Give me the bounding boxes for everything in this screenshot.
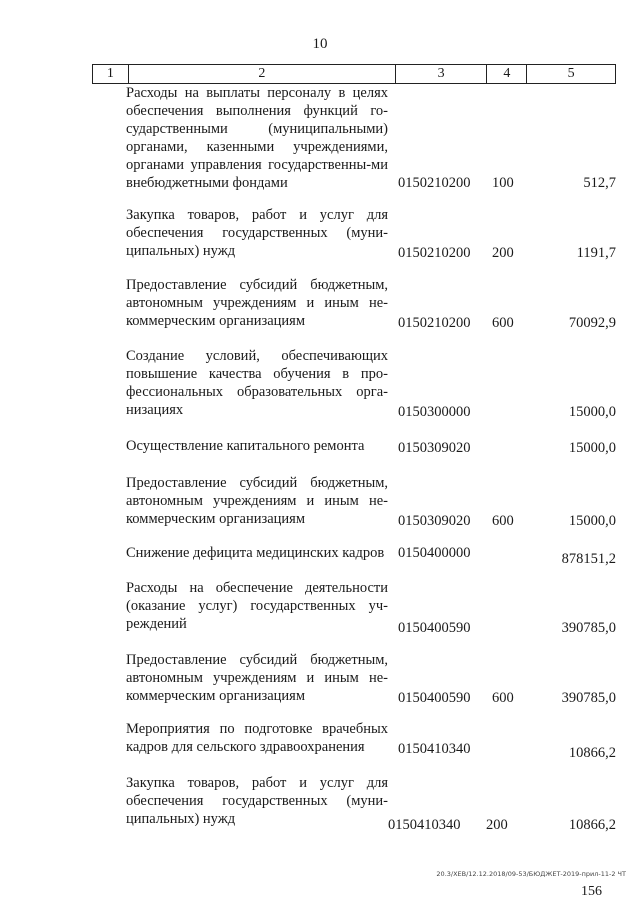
- row-code: 0150210200: [398, 315, 471, 331]
- row-amount: 10866,2: [568, 745, 616, 761]
- table-row: [126, 206, 616, 260]
- header-col-5: 5: [567, 66, 575, 81]
- row-amount: 512,7: [583, 175, 616, 191]
- table-row: [126, 651, 616, 705]
- table-row: [126, 774, 616, 833]
- row-code: 0150210200: [398, 175, 471, 191]
- row-code: 0150210200: [398, 245, 471, 261]
- row-expense-type: 200: [492, 245, 514, 261]
- row-amount: 878151,2: [561, 551, 616, 567]
- row-code: 0150410340: [388, 817, 461, 833]
- row-description: Мероприятия по подготовке врачебных кадров для сельского здравоохранения: [126, 721, 388, 755]
- row-code: 0150309020: [398, 513, 471, 529]
- table-row: [126, 544, 616, 567]
- table-row: [126, 84, 616, 192]
- table-row: [126, 579, 616, 636]
- row-description: Создание условий, обеспечивающих повышение качества обучения в про-фессиональных образовательных орга-низациях: [126, 348, 388, 418]
- row-expense-type: 200: [486, 817, 508, 833]
- row-description: Расходы на обеспечение деятельности (оказание услуг) государственных уч-реждений: [126, 580, 388, 632]
- row-code: 0150400000: [398, 545, 471, 561]
- row-amount: 390785,0: [561, 690, 616, 706]
- row-description: Предоставление субсидий бюджетным, автономным учреждениям и иным не-коммерческим организациям: [126, 652, 388, 704]
- row-amount: 15000,0: [568, 404, 616, 420]
- row-amount: 15000,0: [568, 440, 616, 456]
- row-code: 0150300000: [398, 404, 471, 420]
- row-expense-type: 600: [492, 315, 514, 331]
- document-reference: 20.3/ХЕВ/12.12.2018/09-53/БЮДЖЕТ-2019-прил-11-2 ЧТ: [436, 870, 626, 878]
- page-number: 10: [312, 36, 328, 52]
- row-description: Закупка товаров, работ и услуг для обеспечения государственных (муни-ципальных) нужд: [126, 207, 388, 259]
- row-code: 0150400590: [398, 690, 471, 706]
- row-description: Предоставление субсидий бюджетным, автономным учреждениям и иным не-коммерческим организациям: [126, 475, 388, 527]
- row-description: Предоставление субсидий бюджетным, автономным учреждениям и иным не-коммерческим организациям: [126, 277, 388, 329]
- row-description: Снижение дефицита медицинских кадров: [126, 545, 385, 561]
- header-col-2: 2: [129, 65, 396, 83]
- row-expense-type: 600: [492, 513, 514, 529]
- header-col-4: 4: [487, 65, 527, 83]
- header-col-3: 3: [396, 65, 488, 83]
- table-header: [92, 64, 616, 84]
- table-row: [126, 437, 616, 455]
- table-row: [126, 347, 616, 419]
- row-amount: 1191,7: [576, 245, 616, 261]
- row-description: Осуществление капитального ремонта: [126, 438, 365, 454]
- row-amount: 70092,9: [568, 315, 616, 331]
- row-code: 0150410340: [398, 741, 471, 757]
- table-row: [126, 474, 616, 528]
- table-row: [126, 276, 616, 330]
- row-description: Расходы на выплаты персоналу в целях обеспечения выполнения функций го-сударственными (муниципальными) органами, казенными учреждениями, органами управления государственны-ми внебюджетными фондами: [126, 85, 388, 191]
- row-amount: 10866,2: [568, 817, 616, 833]
- row-amount: 15000,0: [568, 513, 616, 529]
- row-description: Закупка товаров, работ и услуг для обеспечения государственных (муни-ципальных) нужд: [126, 775, 388, 827]
- header-col-1: 1: [93, 65, 129, 83]
- row-expense-type: 100: [492, 175, 514, 191]
- row-code: 0150309020: [398, 440, 471, 456]
- row-code: 0150400590: [398, 620, 471, 636]
- row-amount: 390785,0: [561, 620, 616, 636]
- sheet-number: 156: [581, 884, 602, 899]
- table-row: [126, 720, 616, 761]
- row-expense-type: 600: [492, 690, 514, 706]
